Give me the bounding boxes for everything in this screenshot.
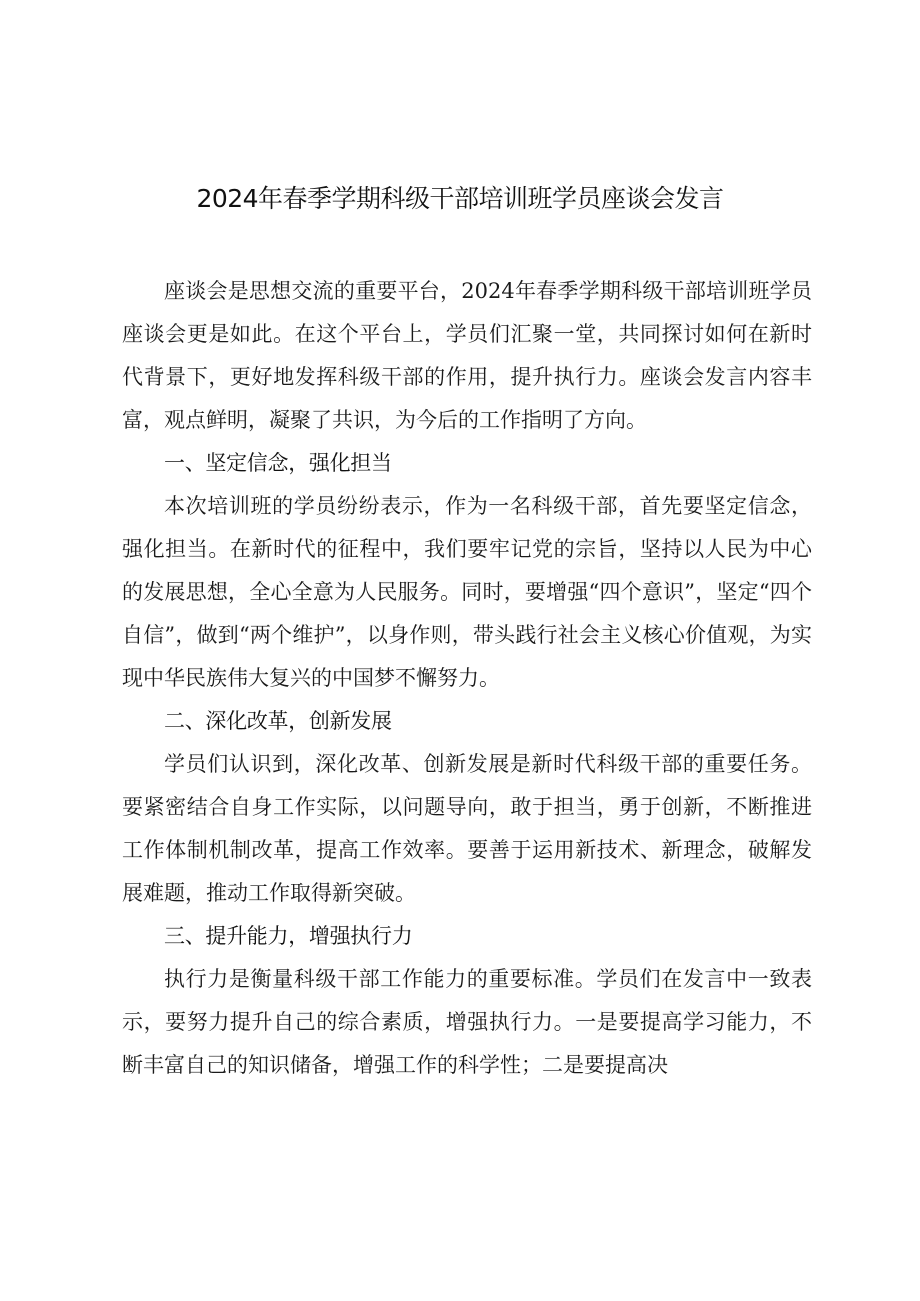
document-title: 2024年春季学期科级干部培训班学员座谈会发言 bbox=[196, 184, 724, 213]
section-2-heading: 二、深化改革，创新发展 bbox=[164, 709, 392, 733]
section-3-paragraph: 执行力是衡量科级干部工作能力的重要标准。学员们在发言中一致表示，要努力提升自己的综合素质，增强执行力。一是要提高学习能力，不断丰富自己的知识储备，增强工作的科学性；二是要提高决 bbox=[122, 967, 812, 1077]
section-2-paragraph: 学员们认识到，深化改革、创新发展是新时代科级干部的重要任务。要紧密结合自身工作实际，以问题导向，敢于担当，勇于创新，不断推进工作体制机制改革，提高工作效率。要善于运用新技术、新理念，破解发展难题，推动工作取得新突破。 bbox=[122, 752, 812, 905]
document-body bbox=[122, 270, 812, 1087]
intro-paragraph: 座谈会是思想交流的重要平台，2024年春季学期科级干部培训班学员座谈会更是如此。在这个平台上，学员们汇聚一堂，共同探讨如何在新时代背景下，更好地发挥科级干部的作用，提升执行力。座谈会发言内容丰富，观点鲜明，凝聚了共识，为今后的工作指明了方向。 bbox=[122, 279, 812, 432]
section-1-paragraph: 本次培训班的学员纷纷表示，作为一名科级干部，首先要坚定信念，强化担当。在新时代的征程中，我们要牢记党的宗旨，坚持以人民为中心的发展思想，全心全意为人民服务。同时，要增强“四个意识”，坚定“四个自信”，做到“两个维护”，以身作则，带头践行社会主义核心价值观，为实现中华民族伟大复兴的中国梦不懈努力。 bbox=[122, 494, 812, 690]
section-3-heading: 三、提升能力，增强执行力 bbox=[164, 924, 413, 948]
section-1-heading: 一、坚定信念，强化担当 bbox=[164, 451, 392, 475]
